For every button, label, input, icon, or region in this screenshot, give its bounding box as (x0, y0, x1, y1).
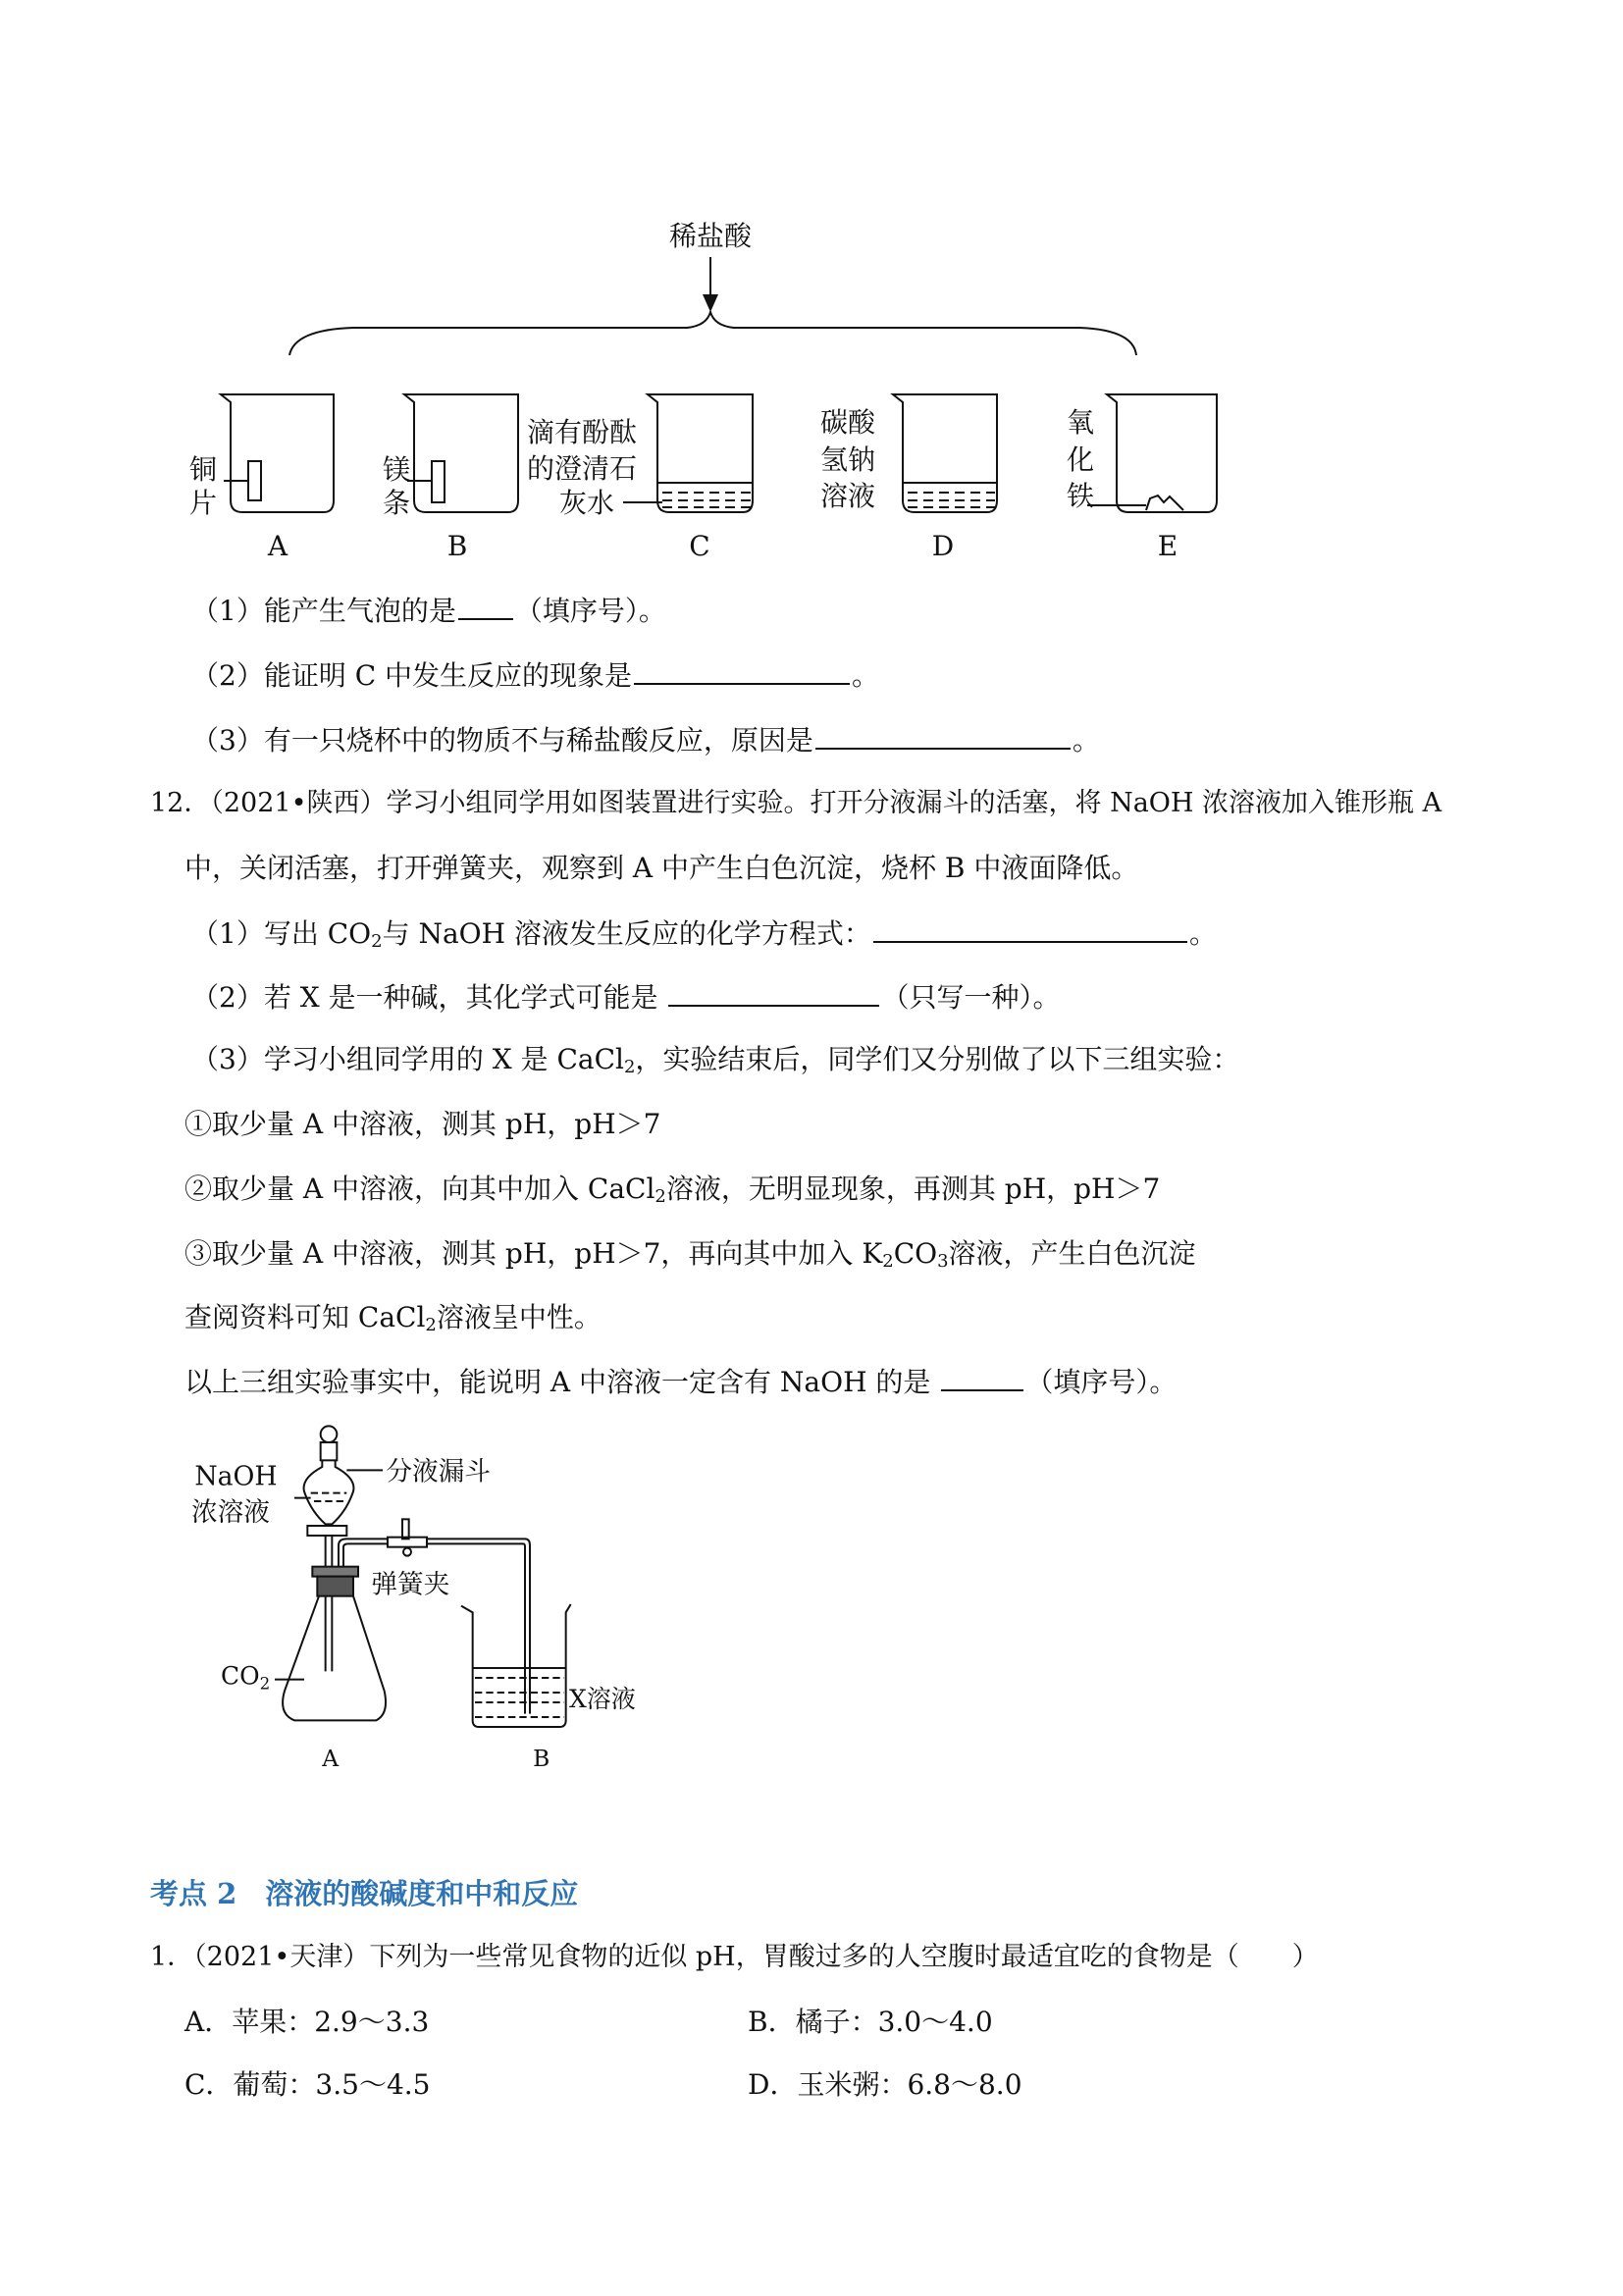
experiment-2-text: ②取少量 A 中溶液，向其中加入 CaCl (184, 1173, 655, 1205)
q11-p2-text: （2）能证明 C 中发生反应的现象是 (191, 659, 633, 692)
q11-p3-suffix: 。 (1072, 724, 1100, 757)
q12-p3-text-2: ，实验结束后，同学们又分别做了以下三组实验： (635, 1043, 1240, 1075)
beaker-a-label-2: 片 (189, 487, 218, 519)
q12-p2-text: （2）若 X 是一种碱，其化学式可能是 (191, 981, 658, 1014)
clamp-label: 弹簧夹 (371, 1569, 450, 1600)
beaker-a-label-1: 铜 (189, 453, 218, 486)
figure-apparatus (177, 1413, 687, 1805)
answer-blank[interactable] (941, 1364, 1023, 1391)
flask-letter-a: A (322, 1745, 340, 1772)
q12-p1-suffix: 。 (1188, 917, 1217, 950)
copper-strip (248, 461, 261, 500)
option-d[interactable]: D．玉米粥：6.8～8.0 (748, 2068, 1022, 2101)
arrow-head (703, 294, 718, 312)
brace (289, 312, 1136, 355)
beaker-b-letter: B (446, 530, 468, 562)
option-c[interactable]: C．葡萄：3.5～4.5 (184, 2068, 431, 2101)
q11-part-1 (191, 593, 666, 629)
note-text: 查阅资料可知 CaCl (184, 1301, 426, 1333)
note-text-2: 溶液呈中性。 (436, 1301, 602, 1333)
naoh-concentrated-label: 浓溶液 (191, 1497, 270, 1528)
section-heading: 考点 2 溶液的酸碱度和中和反应 (150, 1877, 579, 1910)
iron-oxide-powder (1146, 496, 1183, 510)
beaker-d-label-3: 溶液 (820, 480, 876, 512)
experiment-2 (184, 1172, 1160, 1207)
q12-part-1 (191, 915, 1217, 952)
magnesium-strip (432, 461, 445, 502)
option-a[interactable]: A．苹果：2.9～3.3 (184, 2006, 430, 2038)
beaker-b-apparatus (461, 1604, 571, 1727)
q11-part-2 (191, 657, 879, 694)
connecting-tube (339, 1539, 530, 1713)
beaker-e (1107, 394, 1217, 512)
reference-note (184, 1300, 602, 1335)
q12-part-2 (191, 979, 1060, 1016)
beaker-d-label-1: 碳酸 (820, 406, 876, 439)
beaker-c-label-1: 滴有酚酞 (527, 416, 638, 448)
answer-blank[interactable] (815, 722, 1071, 750)
beaker-e-label-1: 氧 (1067, 406, 1095, 439)
q11-p3-text: （3）有一只烧杯中的物质不与稀盐酸反应，原因是 (191, 724, 813, 757)
beaker-d-label-2: 氢钠 (820, 444, 876, 476)
q11-p1-text: （1）能产生气泡的是 (191, 595, 456, 627)
experiment-3-text-2: CO (893, 1237, 938, 1270)
final-suffix: （填序号）。 (1025, 1366, 1178, 1398)
naoh-label: NaOH (194, 1461, 278, 1492)
answer-blank[interactable] (634, 657, 850, 685)
q12-stem-line-2: 中，关闭活塞，打开弹簧夹，观察到 A 中产生白色沉淀，烧杯 B 中液面降低。 (184, 852, 1139, 884)
beaker-b (404, 394, 518, 512)
experiment-2-text-2: 溶液，无明显现象，再测其 pH，pH＞7 (665, 1173, 1161, 1205)
funnel-stopper (321, 1426, 338, 1442)
figure-beakers-hcl (0, 0, 1623, 589)
answer-blank[interactable] (458, 593, 513, 620)
beaker-b-label-1: 镁 (383, 453, 411, 486)
subscript: 2 (654, 1186, 666, 1207)
funnel-label: 分液漏斗 (386, 1456, 491, 1487)
subscript: 2 (882, 1251, 894, 1272)
subscript: 2 (425, 1315, 437, 1335)
rubber-stopper (312, 1567, 358, 1577)
q12-p2-suffix: （只写一种）。 (881, 981, 1061, 1014)
beaker-c-letter: C (689, 530, 710, 562)
q12-p1-text: （1）写出 CO (191, 917, 372, 950)
beaker-e-letter: E (1157, 530, 1178, 562)
q12-final-question (184, 1364, 1177, 1400)
conical-flask (283, 1596, 386, 1721)
beaker-c-label-2: 的澄清石 (527, 452, 638, 485)
hcl-label: 稀盐酸 (668, 220, 753, 252)
subscript: 3 (937, 1251, 949, 1272)
q11-p2-suffix: 。 (852, 659, 880, 692)
beaker-letter-b: B (533, 1745, 550, 1772)
experiment-3 (184, 1236, 1196, 1272)
beaker-d (893, 394, 997, 512)
experiment-3-text-3: 溶液，产生白色沉淀 (948, 1237, 1196, 1270)
answer-blank[interactable] (873, 915, 1187, 943)
beaker-b-label-2: 条 (383, 487, 411, 519)
q12-p1-text-2: 与 NaOH 溶液发生反应的化学方程式： (382, 917, 871, 950)
beaker-a-letter: A (267, 530, 288, 562)
co2-label: $CO_2$ (221, 1661, 271, 1694)
q12-p3-text: （3）学习小组同学用的 X 是 CaCl (191, 1043, 624, 1075)
q12-stem-line-1: 12．（2021•陕西）学习小组同学用如图装置进行实验。打开分液漏斗的活塞，将 NaOH 浓溶液加入锥形瓶 A (150, 788, 1442, 818)
beaker-c (648, 394, 753, 512)
beaker-e-label-2: 化 (1067, 444, 1095, 476)
s2-q1-stem: 1．（2021•天津）下列为一些常见食物的近似 pH，胃酸过多的人空腹时最适宜吃的食物是（ ） (150, 1942, 1319, 1972)
stopcock (307, 1526, 346, 1536)
q11-part-3 (191, 722, 1100, 758)
beaker-e-label-3: 铁 (1067, 480, 1095, 512)
beaker-a (221, 394, 334, 512)
option-b[interactable]: B．橘子：3.0～4.0 (748, 2006, 993, 2038)
final-text: 以上三组实验事实中，能说明 A 中溶液一定含有 NaOH 的是 (184, 1366, 931, 1398)
q12-part-3 (191, 1042, 1239, 1077)
subscript: 2 (623, 1057, 636, 1077)
experiment-3-text: ③取少量 A 中溶液，测其 pH，pH＞7，再向其中加入 K (184, 1237, 883, 1270)
experiment-1: ①取少量 A 中溶液，测其 pH，pH＞7 (184, 1108, 661, 1140)
beaker-d-letter: D (931, 530, 955, 562)
subscript: 2 (371, 931, 383, 952)
answer-blank[interactable] (668, 979, 879, 1007)
x-solution-label: X溶液 (569, 1685, 636, 1713)
beaker-c-label-3: 灰水 (559, 487, 615, 519)
q11-p1-suffix: （填序号）。 (514, 595, 666, 627)
